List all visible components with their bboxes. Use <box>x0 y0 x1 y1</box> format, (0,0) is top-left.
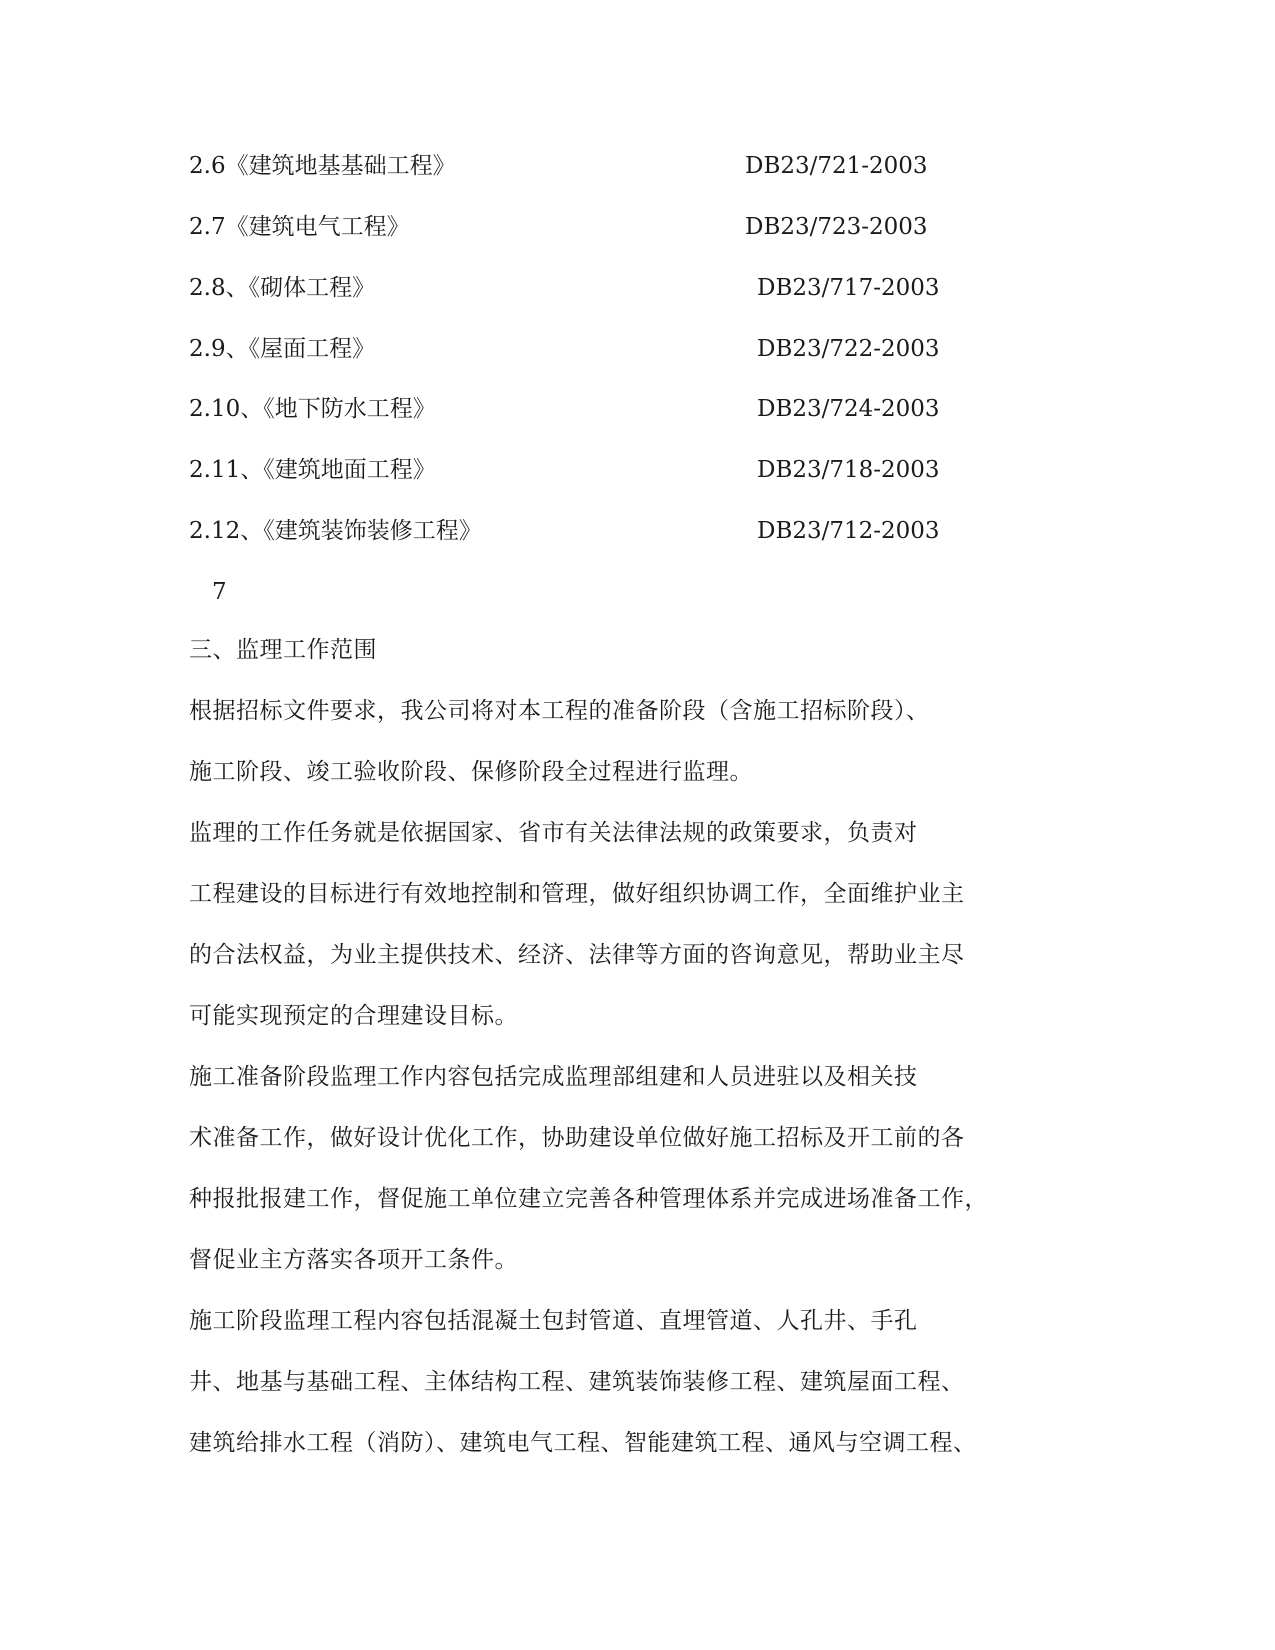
body-line: 施工准备阶段监理工作内容包括完成监理部组建和人员进驻以及相关技 <box>189 1064 918 1090</box>
standard-name: 2.8、《砌体工程》 <box>189 275 376 301</box>
body-line: 工程建设的目标进行有效地控制和管理，做好组织协调工作，全面维护业主 <box>189 881 965 907</box>
standard-name: 2.7《建筑电气工程》 <box>189 214 410 240</box>
body-line: 监理的工作任务就是依据国家、省市有关法律法规的政策要求，负责对 <box>189 820 918 846</box>
standard-name: 2.10、《地下防水工程》 <box>189 396 436 422</box>
body-line: 根据招标文件要求，我公司将对本工程的准备阶段（含施工招标阶段）、 <box>189 698 930 724</box>
standard-code: DB23/723-2003 <box>745 214 928 240</box>
body-line: 督促业主方落实各项开工条件。 <box>189 1247 518 1273</box>
body-line: 建筑给排水工程（消防）、建筑电气工程、智能建筑工程、通风与空调工程、 <box>189 1430 977 1456</box>
standard-code: DB23/717-2003 <box>757 275 940 301</box>
standard-code: DB23/721-2003 <box>745 153 928 179</box>
standard-name: 2.12、《建筑装饰装修工程》 <box>189 518 482 544</box>
body-line: 施工阶段、竣工验收阶段、保修阶段全过程进行监理。 <box>189 759 753 785</box>
standard-code: DB23/722-2003 <box>757 336 940 362</box>
body-line: 种报批报建工作，督促施工单位建立完善各种管理体系并完成进场准备工作， <box>189 1186 988 1212</box>
section-title: 三、监理工作范围 <box>189 637 377 663</box>
standard-name: 2.6《建筑地基基础工程》 <box>189 153 456 179</box>
page-number: 7 <box>212 579 227 605</box>
standard-code: DB23/712-2003 <box>757 518 940 544</box>
standard-code: DB23/724-2003 <box>757 396 940 422</box>
body-line: 术准备工作，做好设计优化工作，协助建设单位做好施工招标及开工前的各 <box>189 1125 965 1151</box>
body-line: 施工阶段监理工程内容包括混凝土包封管道、直埋管道、人孔井、手孔 <box>189 1308 918 1334</box>
body-line: 井、地基与基础工程、主体结构工程、建筑装饰装修工程、建筑屋面工程、 <box>189 1369 965 1395</box>
standard-name: 2.11、《建筑地面工程》 <box>189 457 436 483</box>
body-line: 的合法权益，为业主提供技术、经济、法律等方面的咨询意见，帮助业主尽 <box>189 942 965 968</box>
body-line: 可能实现预定的合理建设目标。 <box>189 1003 518 1029</box>
standard-code: DB23/718-2003 <box>757 457 940 483</box>
standard-name: 2.9、《屋面工程》 <box>189 336 376 362</box>
